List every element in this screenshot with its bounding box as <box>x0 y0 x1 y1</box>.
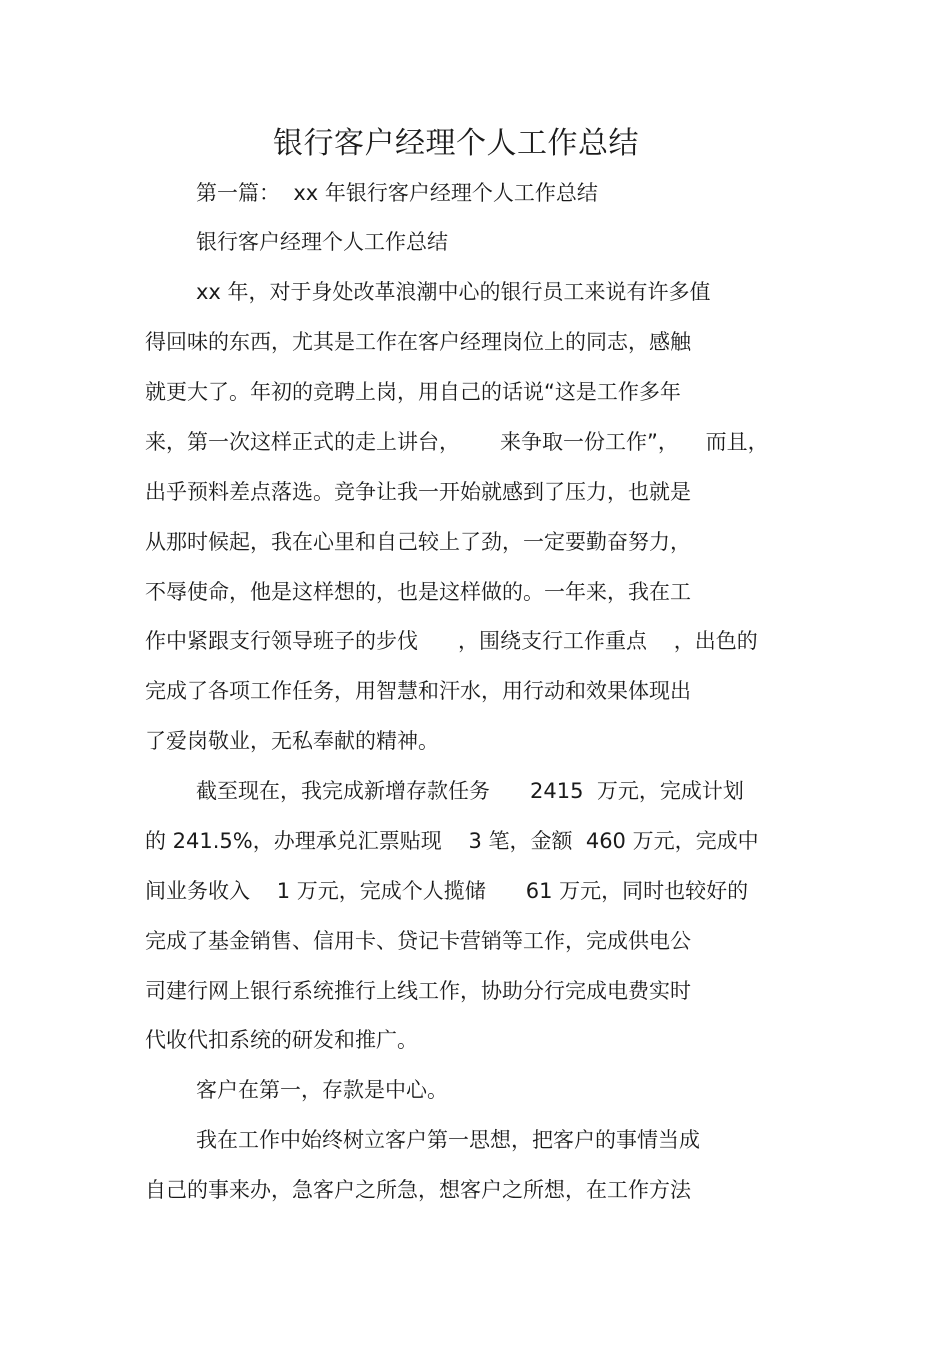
paragraph-line: 司建行网上银行系统推行上线工作，协助分行完成电费实时 <box>145 979 691 1003</box>
paragraph-line: 代收代扣系统的研发和推广。 <box>145 1028 418 1052</box>
paragraph-line: 作中紧跟支行领导班子的步伐 ，围绕支行工作重点 ，出色的 <box>145 629 758 653</box>
section-heading: 客户在第一，存款是中心。 <box>196 1078 448 1102</box>
paragraph-line: 不辱使命，他是这样想的，也是这样做的。一年来，我在工 <box>145 580 691 604</box>
paragraph-line: 我在工作中始终树立客户第一思想，把客户的事情当成 <box>196 1128 700 1152</box>
paragraph-line: 了爱岗敬业，无私奉献的精神。 <box>145 729 439 753</box>
paragraph-line: 出乎预料差点落选。竞争让我一开始就感到了压力，也就是 <box>145 480 691 504</box>
heading-chapter-one: 第一篇： xx 年银行客户经理个人工作总结 <box>196 181 598 205</box>
paragraph-line: 来，第一次这样正式的走上讲台， 来争取一份工作”， 而且， <box>145 430 769 454</box>
paragraph-line: 间业务收入 1 万元，完成个人揽储 61 万元，同时也较好的 <box>145 879 749 903</box>
paragraph-line: 自己的事来办，急客户之所急，想客户之所想，在工作方法 <box>145 1178 691 1202</box>
paragraph-line: xx 年，对于身处改革浪潮中心的银行员工来说有许多值 <box>196 280 711 304</box>
subheading: 银行客户经理个人工作总结 <box>196 230 448 254</box>
paragraph-line: 截至现在，我完成新增存款任务 2415 万元，完成计划 <box>196 779 744 803</box>
paragraph-line: 的 241.5%，办理承兑汇票贴现 3 笔，金额 460 万元，完成中 <box>145 829 759 853</box>
paragraph-line: 就更大了。年初的竞聘上岗，用自己的话说“这是工作多年 <box>145 380 681 404</box>
paragraph-line: 得回味的东西，尤其是工作在客户经理岗位上的同志，感触 <box>145 330 691 354</box>
paragraph-line: 完成了基金销售、信用卡、贷记卡营销等工作，完成供电公 <box>145 929 691 953</box>
paragraph-line: 从那时候起，我在心里和自己较上了劲，一定要勤奋努力， <box>145 530 691 554</box>
document-title: 银行客户经理个人工作总结 <box>273 126 639 161</box>
paragraph-line: 完成了各项工作任务，用智慧和汗水，用行动和效果体现出 <box>145 679 691 703</box>
